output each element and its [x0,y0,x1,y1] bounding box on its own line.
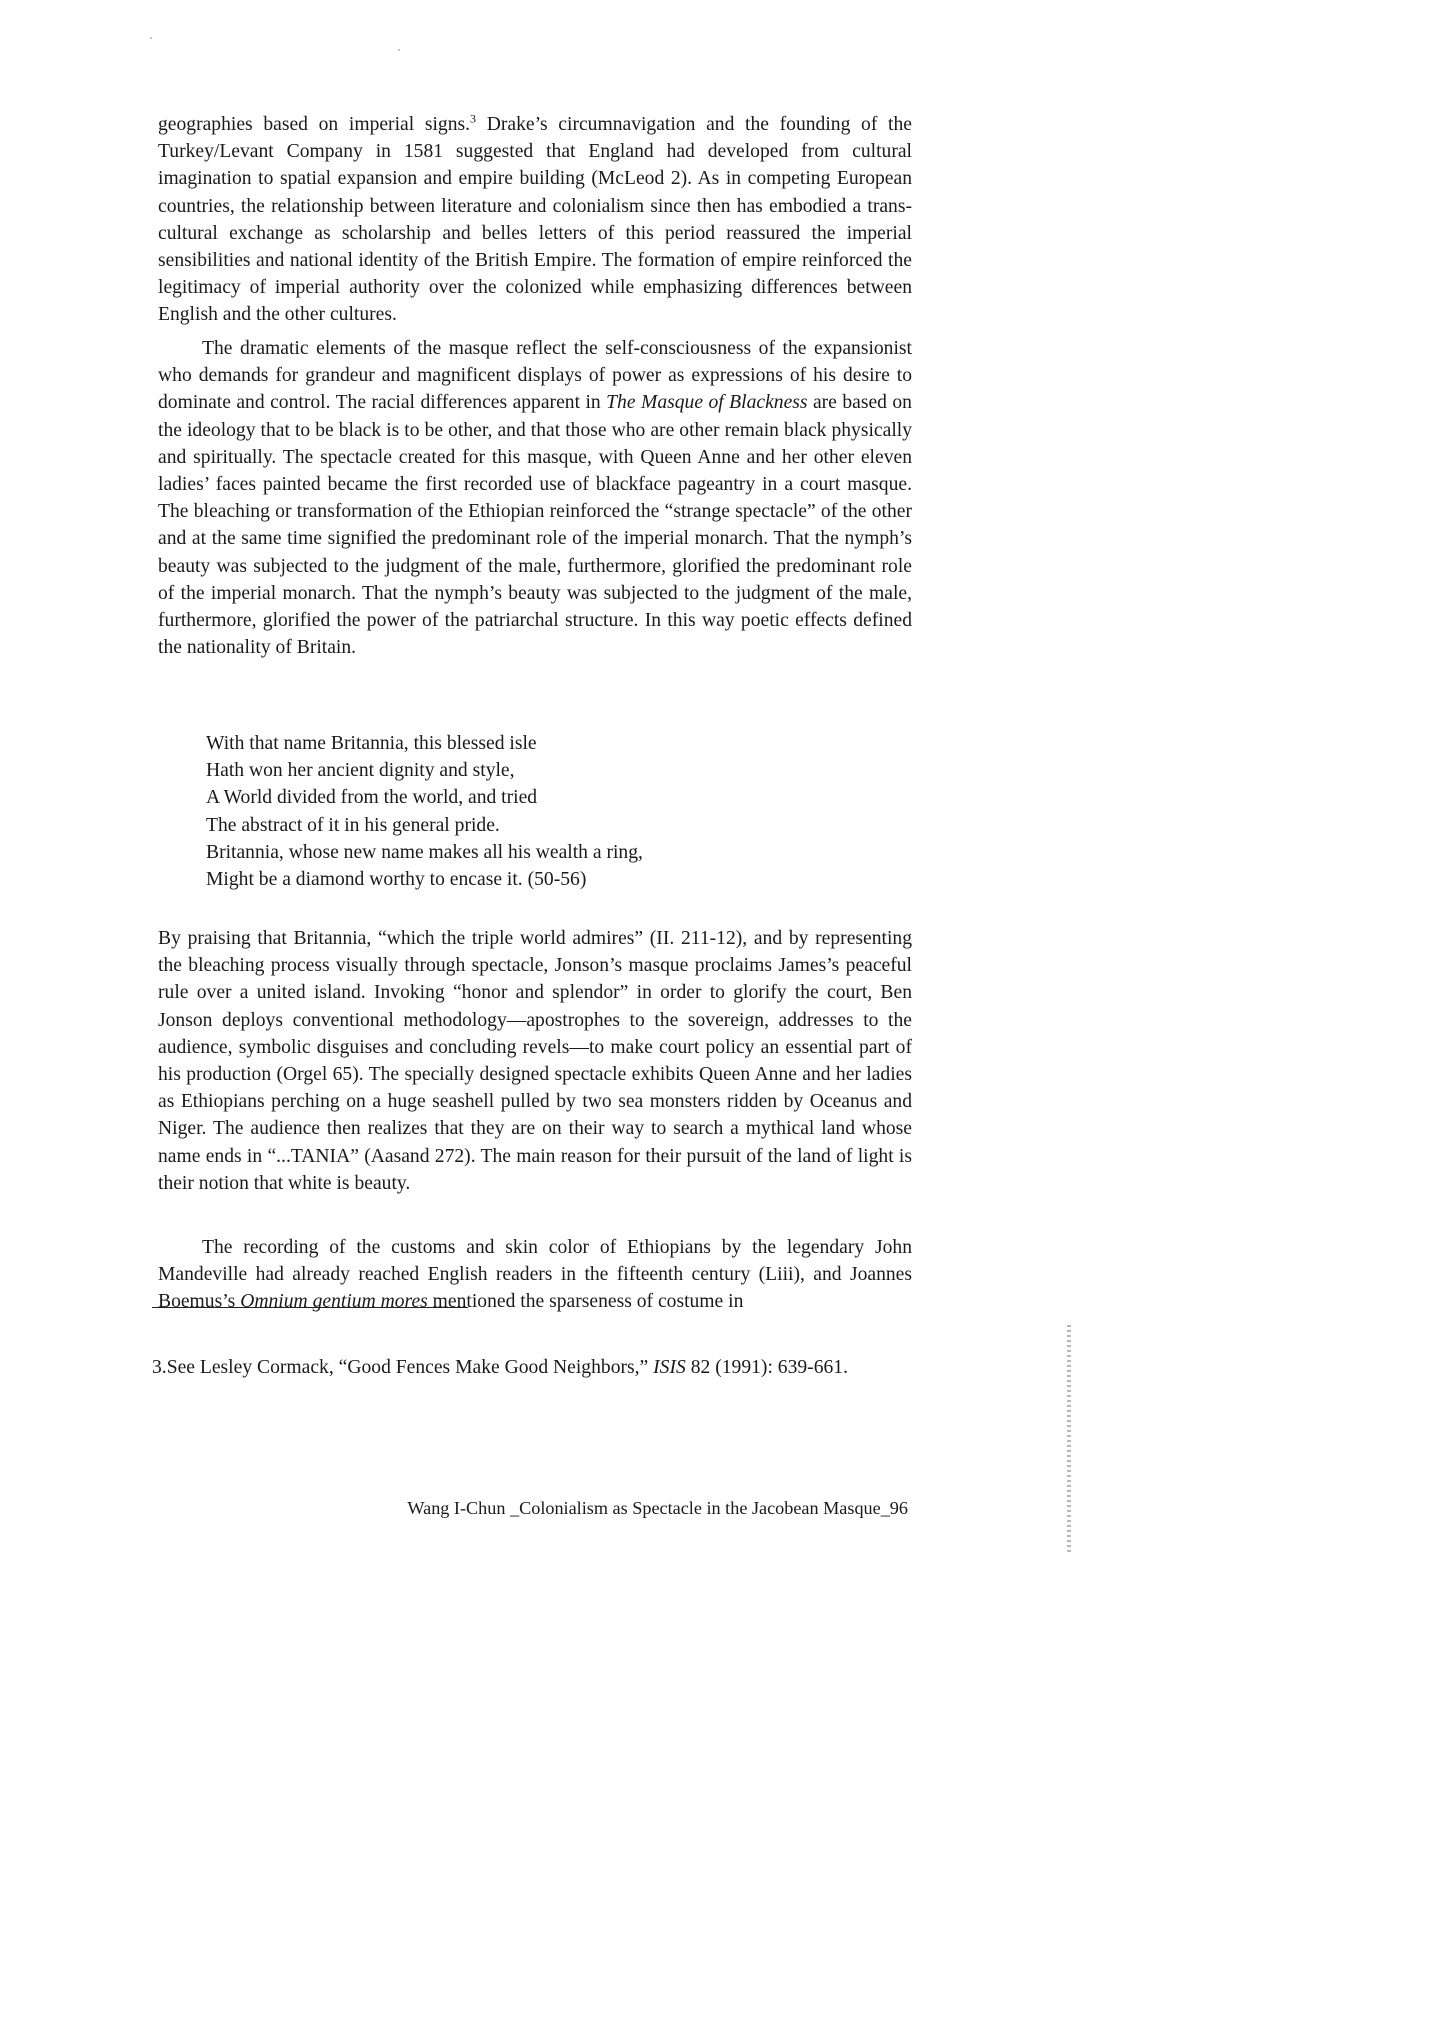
scan-speck [150,37,152,39]
verse-line: The abstract of it in his general pride. [206,814,500,836]
verse-line: Might be a diamond worthy to encase it. (50-56) [206,869,587,891]
paragraph-4-text-a: The recording of the customs and skin color of Ethiopians by the legendary John Mandeville had already reached English readers in the fifteenth century (Liii), and Joannes Boemus’s [158,1237,912,1313]
footnote-text-b: 82 (1991): 639-661. [685,1357,848,1378]
paragraph-3: By praising that Britannia, “which the triple world admires” (II. 211-12), and by representing the bleaching process visually through spectacle, Jonson’s masque proclaims James’s peaceful rule over a united island. Invoking “honor and splendor” in order to glorify the court, Ben Jonson deploys conventional methodology—apostrophes to the sovereign, addresses to the audience, symbolic disguises and concluding revels—to make court policy an essential part of his production (Orgel 65). The specially designed spectacle exhibits Queen Anne and her ladies as Ethiopians perching on a huge seashell pulled by two sea monsters ridden by Oceanus and Niger. The audience then realizes that they are on their way to search a mythical land whose name ends in “...TANIA” (Aasand 272). The main reason for their pursuit of the land of light is their notion that white is beauty. [158,928,912,1194]
paragraph-1-text-b: Drake’s circumnavigation and the founding of the Turkey/Levant Company in 1581 suggested that England had developed from cultural imagination to spatial expansion and empire building (McLeod 2). As in competing European countries, the relationship between literature and colonialism since then has embodied a trans-cultural exchange as scholarship and belles letters of this period reassured the imperial sensibilities and national identity of the British Empire. The formation of empire reinforced the legitimacy of imperial authority over the colonized while emphasizing differences between English and the other cultures. [158,114,912,326]
paragraph-2-text-a: The dramatic elements of the masque reflect the self-consciousness of the expansionist who demands for grandeur and magnificent displays of power as expressions of his desire to dominate and control. The racial differences apparent in [158,338,912,414]
verse-line: A World divided from the world, and tried [206,787,538,809]
verse-line: With that name Britannia, this blessed isle [206,733,537,754]
verse-line: Hath won her ancient dignity and style, [206,760,515,782]
paragraph-2 [158,335,912,661]
verse-line: Britannia, whose new name makes all his wealth a ring, [206,841,643,863]
verse-quotation [206,730,806,893]
footnote-3 [152,1353,912,1382]
footnote-text-a: 3.See Lesley Cormack, “Good Fences Make Good Neighbors,” [152,1357,654,1378]
paragraph-4-text-b: mentioned the sparseness of costume in [427,1291,744,1313]
footnote-journal-italic: ISIS [653,1357,686,1378]
paragraph-1 [158,111,912,329]
running-footer: Wang I-Chun _Colonialism as Spectacle in the Jacobean Masque_96 [407,1498,908,1518]
paragraph-1-text-a: geographies based on imperial signs. [158,114,471,135]
footnote-marker: 3 [470,111,477,126]
paragraph-4 [158,1234,912,1316]
paragraph-2-title-italic: The Masque of Blackness [606,392,808,414]
paragraph-4-title-italic: Omnium gentium mores [240,1291,428,1313]
scan-speck [398,49,400,51]
footnote-divider [152,1307,468,1308]
scan-edge-artifact [1067,1325,1071,1553]
paragraph-2-text-b: are based on the ideology that to be black is to be other, and that those who are other remain black physically and spiritually. The spectacle created for this masque, with Queen Anne and her other eleven ladies’ faces painted became the first recorded use of blackface pageantry in a court masque. The bleaching or transformation of the Ethiopian reinforced the “strange spectacle” of the other and at the same time signified the predominant role of the imperial monarch. That the nymph’s beauty was subjected to the judgment of the male, furthermore, glorified the predominant role of the imperial monarch. That the nymph’s beauty was subjected to the judgment of the male, furthermore, glorified the power of the patriarchal structure. In this way poetic effects defined the nationality of Britain. [158,392,912,659]
